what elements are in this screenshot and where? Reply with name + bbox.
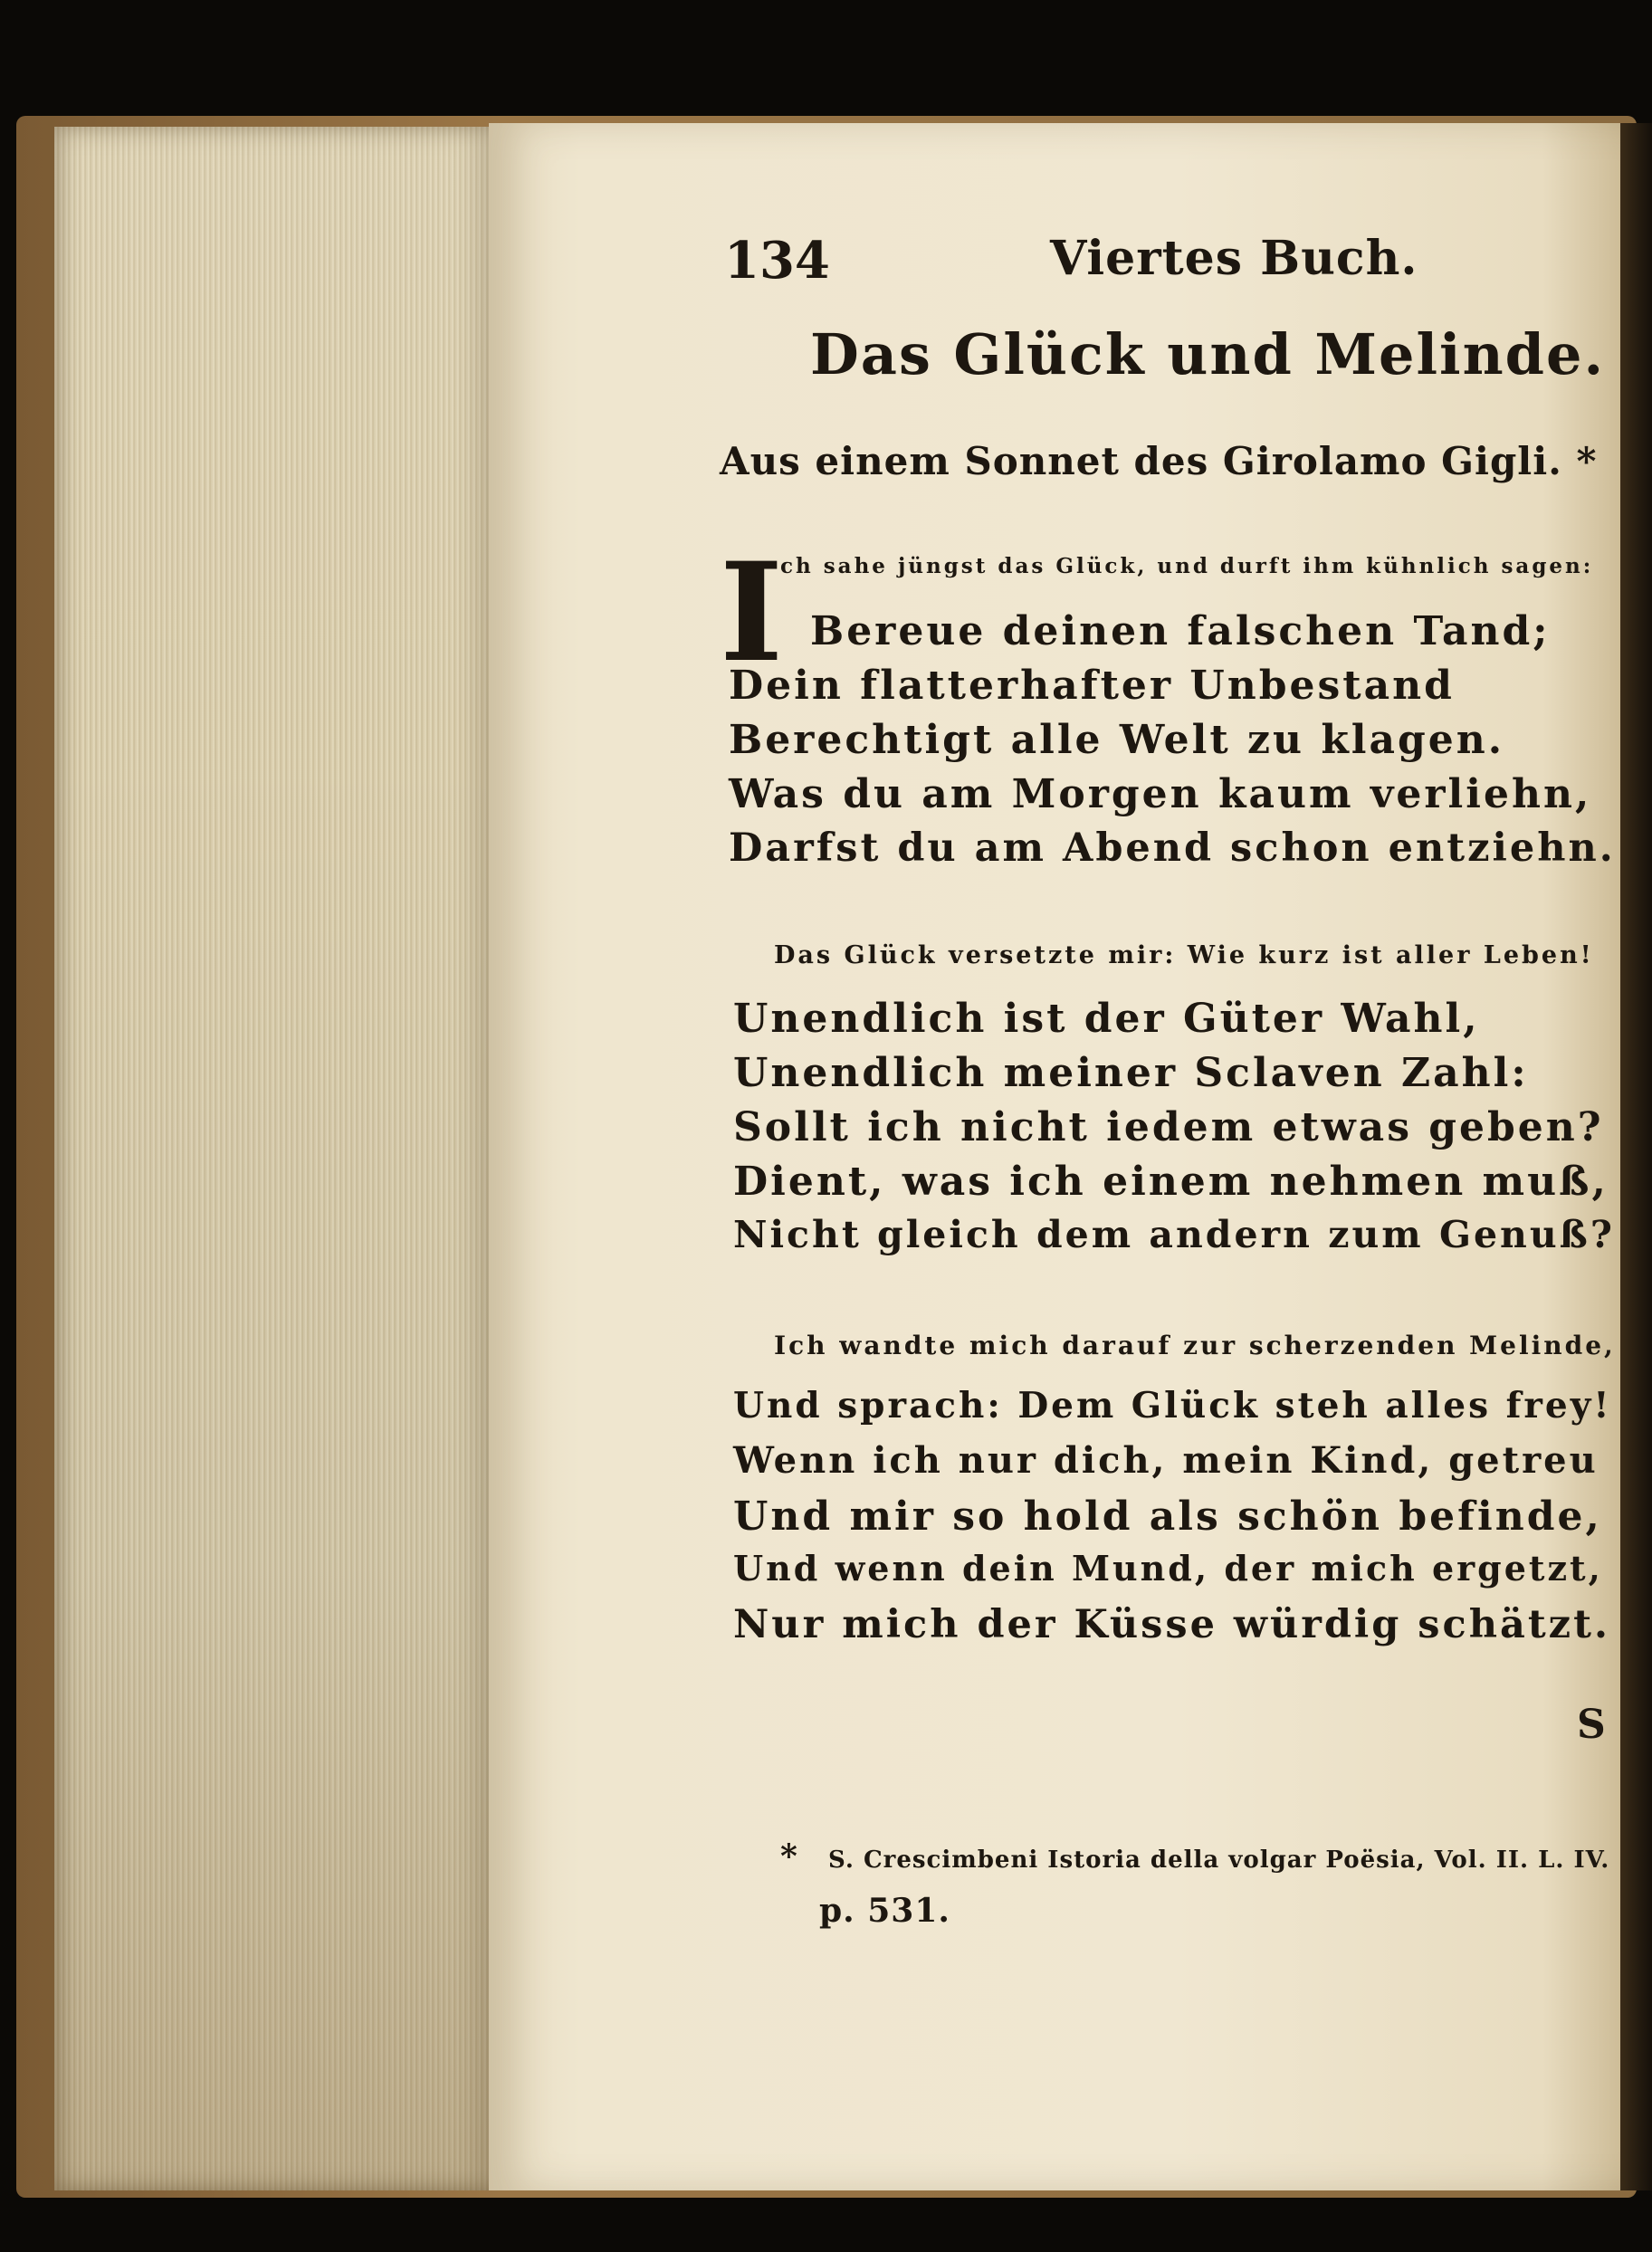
verse-line: Bereue deinen falschen Tand; [810, 608, 1551, 654]
verse-line: Unendlich ist der Güter Wahl, [733, 996, 1480, 1042]
verse-line: Nicht gleich dem andern zum Genuß? [733, 1213, 1615, 1256]
footnote-mark: * [780, 1837, 797, 1875]
verse-line: Und wenn dein Mund, der mich ergetzt, [733, 1548, 1603, 1589]
poem-subtitle: Aus einem Sonnet des Girolamo Gigli. * [720, 439, 1598, 483]
book-page [489, 123, 1634, 2190]
verse-line: Und mir so hold als schön befinde, [733, 1493, 1602, 1540]
page-number: 134 [724, 231, 830, 291]
verse-line: Dient, was ich einem nehmen muß, [733, 1159, 1609, 1205]
footnote-line: S. Crescimbeni Istoria della volgar Poësia, Vol. II. L. IV. [828, 1846, 1610, 1874]
page-fore-edge-shading [54, 127, 498, 2190]
verse-line: Berechtigt alle Welt zu klagen. [729, 717, 1505, 763]
drop-cap: I [720, 533, 784, 692]
poem-title: Das Glück und Melinde. [810, 321, 1606, 387]
verse-line: Wenn ich nur dich, mein Kind, getreu [733, 1439, 1599, 1482]
footnote-line: p. 531. [819, 1892, 950, 1930]
verse-line: ch sahe jüngst das Glück, und durft ihm kühnlich sagen: [780, 554, 1594, 578]
verse-line: Sollt ich nicht iedem etwas geben? [733, 1104, 1604, 1150]
verse-line: Nur mich der Küsse würdig schätzt. [733, 1602, 1610, 1647]
verse-line: Darfst du am Abend schon entziehn. [729, 825, 1616, 871]
running-title: Viertes Buch. [1050, 231, 1418, 286]
catchword: S [1577, 1702, 1606, 1748]
verse-line: Ich wandte mich darauf zur scherzenden Melinde, [774, 1331, 1616, 1360]
verse-line: Das Glück versetzte mir: Wie kurz ist aller Leben! [774, 941, 1594, 969]
verse-line: Unendlich meiner Sclaven Zahl: [733, 1050, 1529, 1096]
verse-line: Und sprach: Dem Glück steh alles frey! [733, 1385, 1612, 1427]
verse-line: Dein flatterhafter Unbestand [729, 663, 1455, 709]
verse-line: Was du am Morgen kaum verliehn, [729, 771, 1592, 817]
book-gutter [1620, 123, 1652, 2190]
